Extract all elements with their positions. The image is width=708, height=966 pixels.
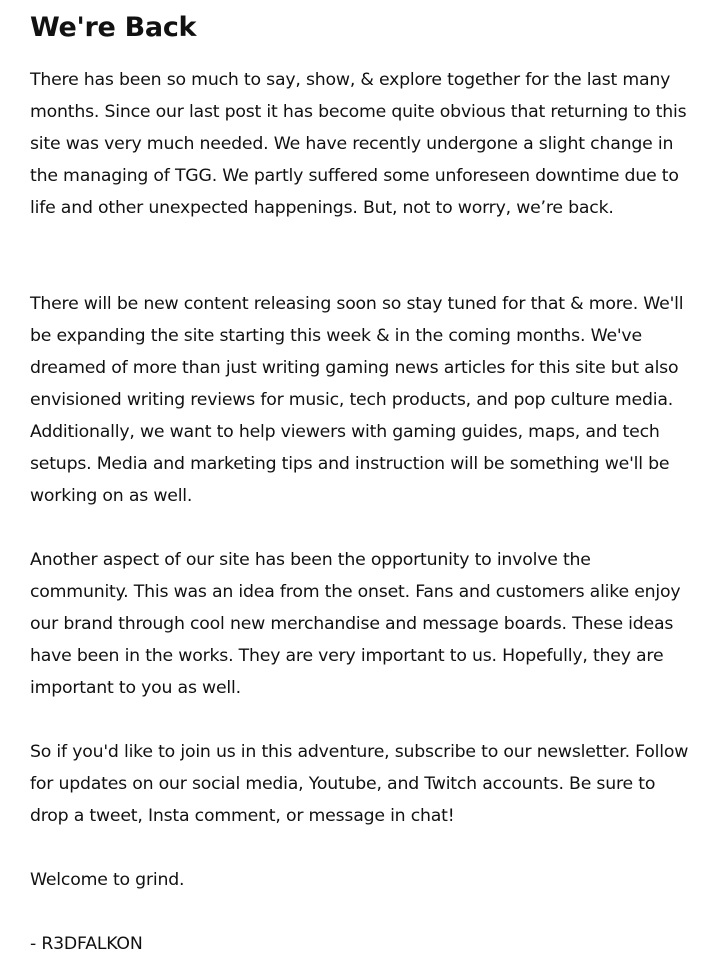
blog-post bbox=[30, 0, 690, 954]
post-title: We're Back bbox=[30, 12, 197, 43]
post-paragraph-welcome: Welcome to grind. bbox=[30, 870, 185, 890]
post-paragraph-new-content: There will be new content releasing soon so stay tuned for that & more. We'll be expanding the site starting this week & in the coming months. We've dreamed of more than just writing gaming news articles for this site but also envisioned writing reviews for music, tech products, and pop culture media. Additionally, we want to help viewers with gaming guides, maps, and tech setups. Media and marketing tips and instruction will be something we'll be working on as well. bbox=[30, 294, 684, 506]
post-paragraph-intro: There has been so much to say, show, & explore together for the last many months. Since our last post it has become quite obvious that returning to this site was very much needed. We have recently undergone a slight change in the managing of TGG. We partly suffered some unforeseen downtime due to life and other unexpected happenings. But, not to worry, we’re back. bbox=[30, 70, 687, 218]
post-paragraph-subscribe: So if you'd like to join us in this adventure, subscribe to our newsletter. Follow for updates on our social media, Youtube, and Twitch accounts. Be sure to drop a tweet, Insta comment, or message in chat! bbox=[30, 742, 689, 826]
post-author-signature: - R3DFALKON bbox=[30, 934, 143, 954]
post-paragraph-community: Another aspect of our site has been the opportunity to involve the community. This was an idea from the onset. Fans and customers alike enjoy our brand through cool new merchandise and message boards. These ideas have been in the works. They are very important to us. Hopefully, they are important to you as well. bbox=[30, 550, 681, 698]
